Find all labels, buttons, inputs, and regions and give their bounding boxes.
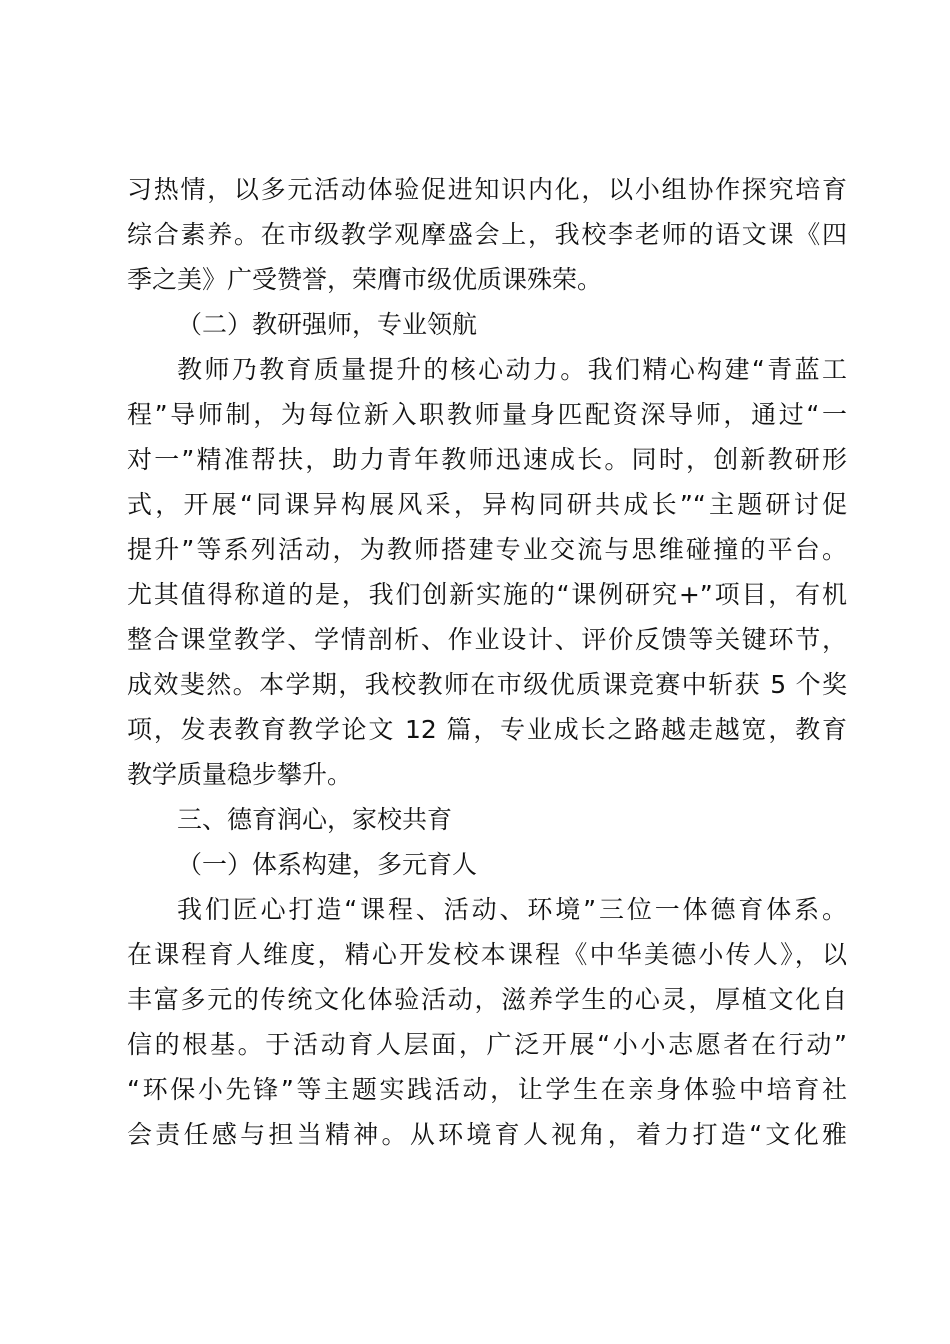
paragraph-line: 会责任感与担当精神。从环境育人视角，着力打造“文化雅 (127, 1120, 847, 1149)
paragraph-line: 整合课堂教学、学情剖析、作业设计、评价反馈等关键环节， (127, 625, 847, 654)
paragraph-line: 教师乃教育质量提升的核心动力。我们精心构建“青蓝工 (177, 355, 847, 384)
paragraph-line: 信的根基。于活动育人层面，广泛开展“小小志愿者在行动” (127, 1030, 847, 1059)
paragraph-line: 教学质量稳步攀升。 (127, 760, 353, 789)
paragraph-line: 成效斐然。本学期，我校教师在市级优质课竞赛中斩获 5 个奖 (127, 670, 847, 699)
paragraph-line: 季之美》广受赞誉，荣膺市级优质课殊荣。 (127, 265, 603, 294)
paragraph-line: 我们匠心打造“课程、活动、环境”三位一体德育体系。 (177, 895, 847, 924)
paragraph-line: 程”导师制，为每位新入职教师量身匹配资深导师，通过“一 (127, 400, 847, 429)
paragraph-line: 综合素养。在市级教学观摩盛会上，我校李老师的语文课《四 (127, 220, 847, 249)
paragraph-line: 丰富多元的传统文化体验活动，滋养学生的心灵，厚植文化自 (127, 985, 847, 1014)
paragraph-line: 习热情，以多元活动体验促进知识内化，以小组协作探究培育 (127, 175, 847, 204)
paragraph-line: 对一”精准帮扶，助力青年教师迅速成长。同时，创新教研形 (127, 445, 847, 474)
paragraph-line: 项，发表教育教学论文 12 篇，专业成长之路越走越宽，教育 (127, 715, 847, 744)
section-heading: 三、德育润心，家校共育 (177, 805, 453, 834)
paragraph-line: “环保小先锋”等主题实践活动，让学生在亲身体验中培育社 (127, 1075, 847, 1104)
section-heading: （二）教研强师，专业领航 (177, 310, 478, 339)
paragraph-line: 式，开展“同课异构展风采，异构同研共成长”“主题研讨促 (127, 490, 847, 519)
paragraph-line: 尤其值得称道的是，我们创新实施的“课例研究+”项目，有机 (127, 580, 847, 609)
paragraph-line: 在课程育人维度，精心开发校本课程《中华美德小传人》，以 (127, 940, 847, 969)
subsection-heading: （一）体系构建，多元育人 (177, 850, 478, 879)
paragraph-line: 提升”等系列活动，为教师搭建专业交流与思维碰撞的平台。 (127, 535, 847, 564)
